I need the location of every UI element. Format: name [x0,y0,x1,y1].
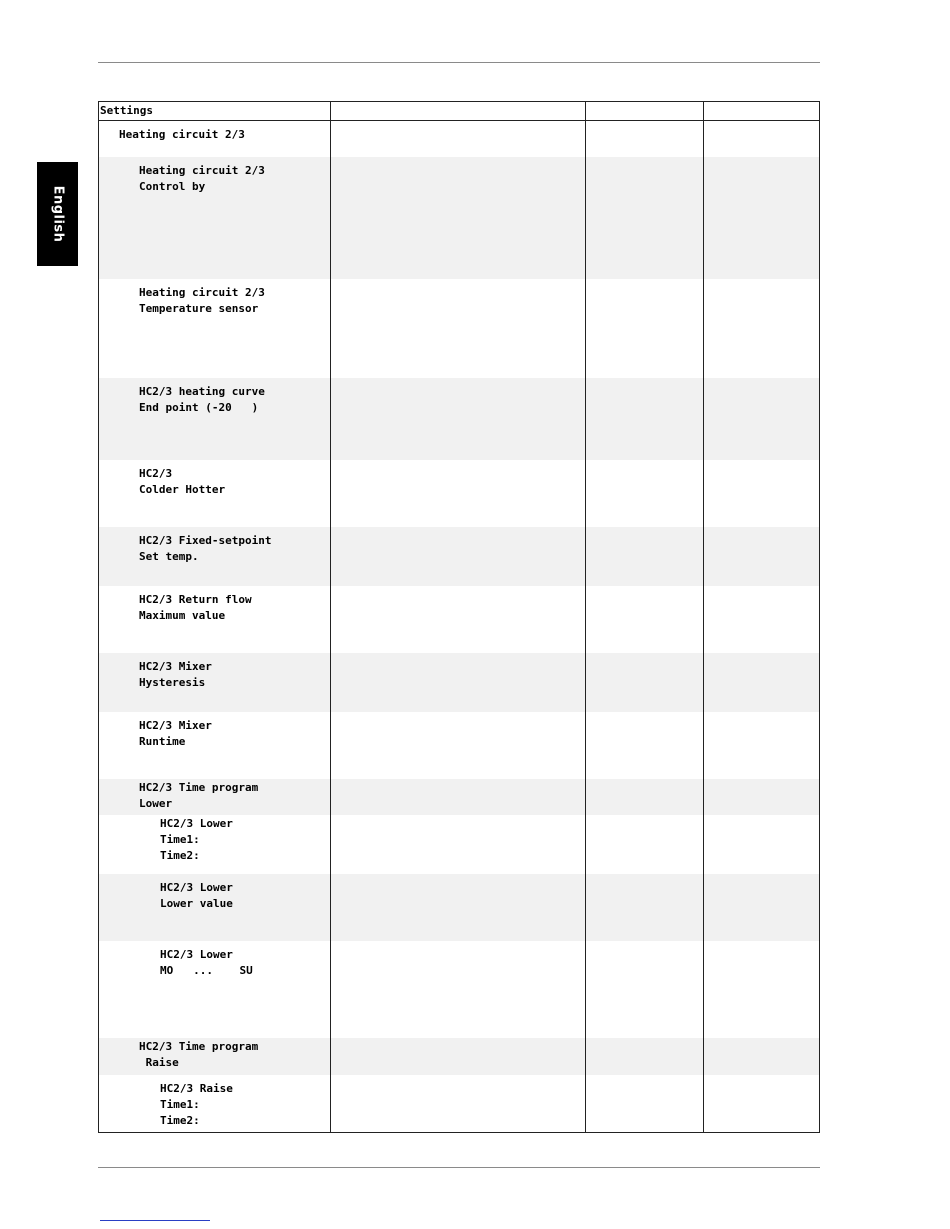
table-row [99,779,819,815]
row-text: Control by [139,180,206,193]
table-row [99,460,819,527]
top-rule [98,62,820,63]
row-text: Runtime [139,735,186,748]
row-text: HC2/3 Time program [139,781,259,794]
table-row [99,527,819,586]
row-text: HC2/3 Time program [139,1040,259,1053]
row-text: Hysteresis [139,676,206,689]
language-tab-label: English [50,185,65,243]
table-row [99,1038,819,1075]
table-row [99,586,819,653]
row-text: HC2/3 Mixer [139,660,212,673]
row-text: Colder Hotter [139,483,226,496]
row-text: HC2/3 Fixed-setpoint [139,534,272,547]
row-text: Time1: [160,1098,200,1111]
row-text: HC2/3 Mixer [139,719,212,732]
row-text: Time1: [160,833,200,846]
footer-link-underline [100,1220,210,1221]
row-text: HC2/3 Lower [160,817,233,830]
table-row [99,941,819,1038]
row-text: HC2/3 Lower [160,948,233,961]
row-text: Set temp. [139,550,199,563]
table-header [99,102,819,121]
row-text: Lower [139,797,173,810]
row-text: Maximum value [139,609,226,622]
row-text: HC2/3 [139,467,173,480]
row-text: Temperature sensor [139,302,259,315]
row-text: Time2: [160,849,200,862]
table-row [99,121,819,157]
bottom-rule [98,1167,820,1168]
row-text: Heating circuit 2/3 [139,286,265,299]
row-text: Lower value [160,897,233,910]
column-divider [585,102,586,1132]
column-divider [330,102,331,1132]
row-text: Heating circuit 2/3 [119,128,245,141]
row-text: MO ... SU [160,964,253,977]
row-text: HC2/3 Raise [160,1082,233,1095]
table-row [99,653,819,712]
row-text: HC2/3 heating curve [139,385,265,398]
language-tab [37,162,78,266]
table-row [99,378,819,460]
settings-table [98,101,820,1133]
row-text: End point (-20 ) [139,401,259,414]
row-text: HC2/3 Lower [160,881,233,894]
row-text: Raise [139,1056,179,1069]
row-text: HC2/3 Return flow [139,593,252,606]
table-row [99,815,819,874]
table-row [99,874,819,941]
header-settings-label: Settings [100,104,153,117]
row-text: Heating circuit 2/3 [139,164,265,177]
row-text: Time2: [160,1114,200,1127]
table-row [99,712,819,779]
table-row [99,1075,819,1132]
table-row [99,279,819,378]
table-row [99,157,819,279]
column-divider [703,102,704,1132]
